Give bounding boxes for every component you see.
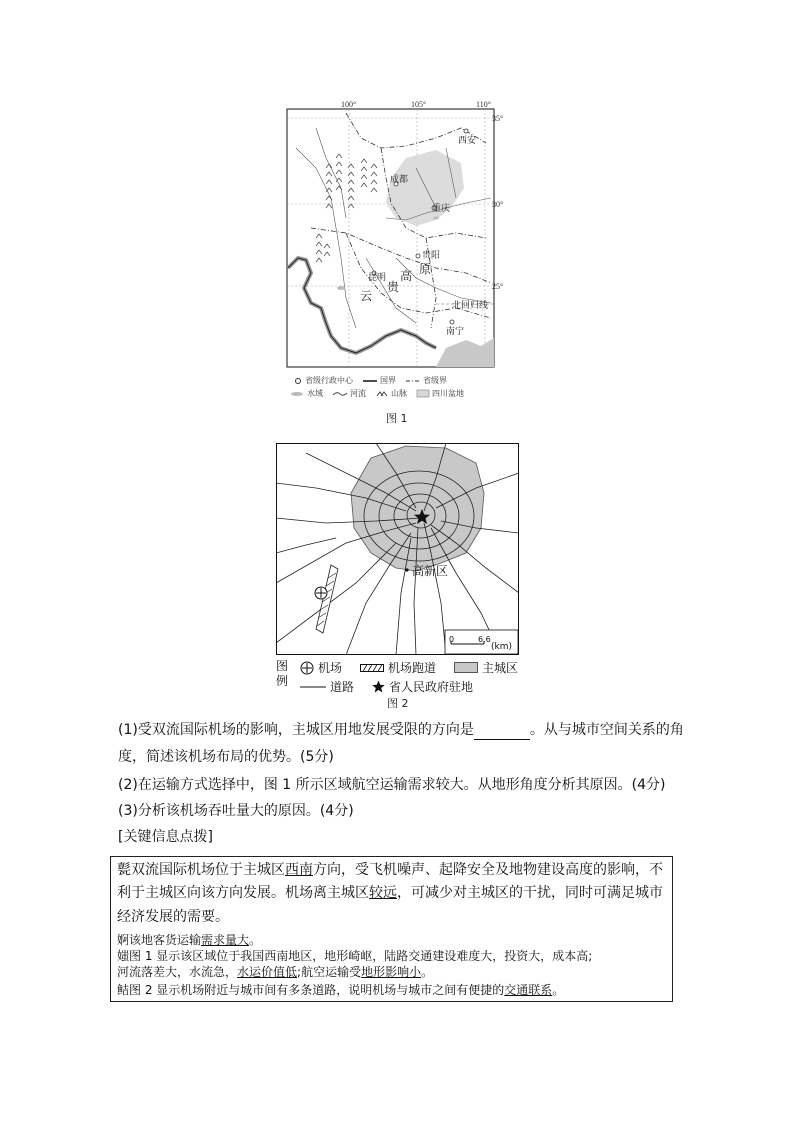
city-kunming: 昆明 — [368, 273, 387, 283]
key-line-3: 经济发展的需要。 — [117, 909, 229, 925]
lake — [337, 286, 345, 290]
figure2-map — [276, 443, 519, 655]
lon-110-label: 110° — [476, 100, 491, 109]
legend-mountain: 山脉 — [391, 389, 407, 398]
plateau-char-gao: 高 — [400, 269, 413, 283]
star-icon — [372, 680, 385, 693]
question-1-line-2: 度，简述该机场布局的优势。(5分) — [118, 749, 334, 765]
question-3: (3)分析该机场吞吐量大的原因。(4分) — [118, 803, 354, 819]
key-line-6: 河流落差大，水流急，水运价值低;航空运输受地形影响小。 — [117, 965, 434, 979]
figure2-caption: 图 2 — [387, 697, 409, 710]
hightech-label: 高新区 — [412, 564, 449, 578]
airport-icon — [300, 661, 314, 675]
key-line-4: 婀该地客货运输需求量大。 — [117, 933, 262, 947]
legend-river: 河流 — [350, 389, 366, 398]
runway-icon — [360, 664, 384, 672]
key-info-title: [关键信息点拨] — [118, 829, 213, 845]
city-nanning: 南宁 — [446, 327, 465, 337]
key-info-box — [110, 856, 673, 1002]
road-line-icon — [300, 684, 326, 690]
figure1-legend — [290, 374, 520, 400]
tropic-label: 北回归线 — [452, 301, 489, 311]
key-line-1: 甏双流国际机场位于主城区西南方向，受飞机噪声、起降安全及地物建设高度的影响，不 — [117, 862, 663, 878]
scale-bar — [445, 630, 518, 654]
legend-main-city: 主城区 — [482, 661, 519, 675]
legend-government: 省人民政府驻地 — [389, 680, 474, 694]
city-chengdu: 成都 — [390, 175, 409, 185]
lat-25-label: 25° — [492, 282, 504, 291]
main-city-area — [351, 446, 484, 571]
legend-title: 图例 — [276, 659, 289, 688]
figure1-map — [286, 100, 506, 370]
lat-30-label: 30° — [492, 200, 504, 209]
key-line-7: 鲒图 2 显示机场附近与城市间有多条道路，说明机场与城市之间有便捷的交通联系。 — [117, 983, 565, 997]
legend-national-border: 国界 — [380, 376, 396, 385]
scale-unit: (km) — [491, 642, 513, 652]
legend-provincial-border: 省级界 — [423, 376, 447, 385]
plateau-char-yun: 云 — [360, 289, 373, 303]
key-line-2: 利于主城区向该方向发展。机场离主城区较远，可减少对主城区的干扰，同时可满足城市 — [117, 885, 663, 901]
answer-blank[interactable] — [474, 725, 530, 740]
airport-icon — [315, 587, 327, 599]
question-1-line-1: (1)受双流国际机场的影响，主城区用地发展受限的方向是 。从与城市空间关系的角 — [118, 722, 684, 738]
city-chongqing: 重庆 — [432, 204, 451, 214]
key-line-5: 媸图 1 显示该区域位于我国西南地区，地形崎岖，陆路交通建设难度大，投资大，成本高; — [117, 949, 593, 963]
plateau-char-yuan: 原 — [419, 262, 432, 276]
lat-35-label: 35° — [492, 114, 504, 123]
lon-100-label: 100° — [341, 100, 357, 109]
hightech-dot — [405, 568, 408, 571]
lon-105-label: 105° — [411, 100, 427, 109]
lake — [433, 217, 439, 220]
legend-basin: 四川盆地 — [432, 389, 464, 398]
city-xian: 西安 — [458, 136, 477, 146]
main-city-swatch — [454, 662, 478, 673]
plateau-char-gui: 贵 — [387, 280, 400, 294]
legend-water: 水域 — [307, 389, 323, 398]
question-2: (2)在运输方式选择中，图 1 所示区域航空运输需求较大。从地形角度分析其原因。(4分) — [118, 777, 666, 793]
city-guiyang: 贵阳 — [422, 251, 441, 261]
figure1-caption: 图 1 — [386, 412, 408, 425]
legend-road: 道路 — [330, 680, 355, 694]
legend-runway: 机场跑道 — [388, 661, 437, 675]
scale-zero: 0 — [449, 635, 455, 644]
scale-value: 6.6 — [478, 635, 491, 644]
legend-airport: 机场 — [318, 661, 343, 675]
legend-capital: 省级行政中心 — [305, 376, 353, 385]
